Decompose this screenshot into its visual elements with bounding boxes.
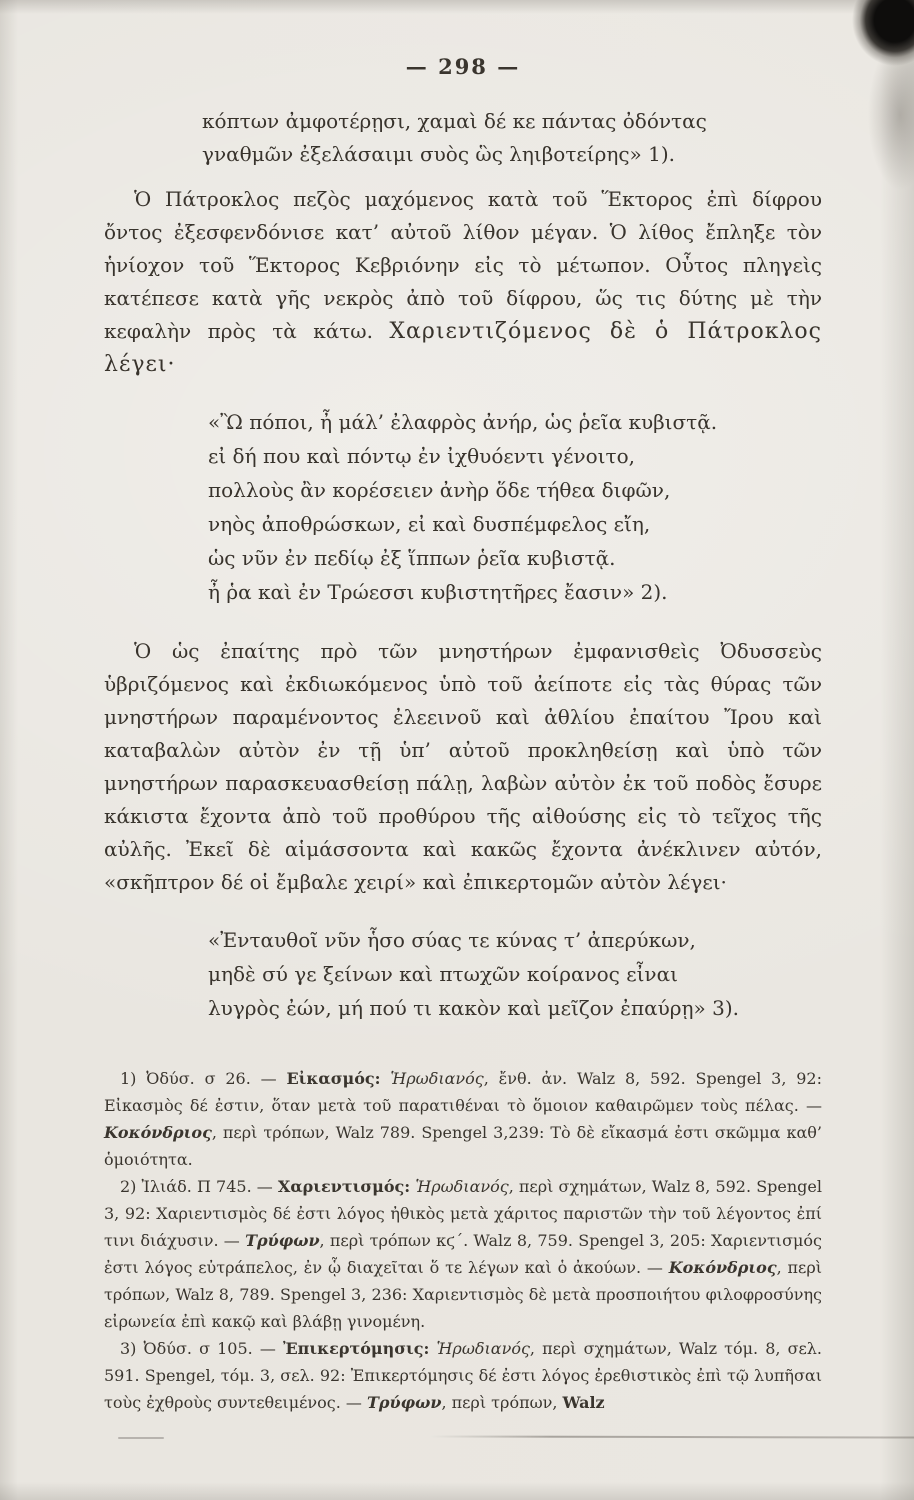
text-segment: , περὶ τρόπων κϛ´. Walz 8, 759. Spengel 3, 205: Χαριεντισμός ἐστι λόγος εὐτράπελος, ἐν ᾧ διαχεῖται ὅ τε λέγων καὶ ὁ ἀκούων. — — [104, 1231, 822, 1277]
verse-line: γναθμῶν ἐξελάσαιμι συὸς ὣς ληιβοτείρης» 1). — [202, 142, 676, 166]
text-segment: Walz — [562, 1393, 605, 1412]
footnote-1 — [104, 1065, 822, 1173]
paragraph-patroclus — [104, 183, 822, 381]
text-segment — [381, 1069, 391, 1088]
text-segment: Τρύφων — [366, 1393, 442, 1412]
scan-fold-line — [430, 1435, 914, 1438]
paragraph-odysseus — [104, 635, 822, 899]
page-text-block — [104, 54, 822, 1416]
verse-line: ὡς νῦν ἐν πεδίῳ ἐξ ἵππων ῥεῖα κυβιστᾷ. — [208, 546, 616, 570]
footnote-3 — [104, 1335, 822, 1416]
text-segment: , ἔνθ. ἀν. Walz 8, 592. Spengel 3, 92: Εἰκασμὸς δέ ἐστιν, ὅταν μετὰ τοῦ παρατιθέναι τὸ ὅμοιον καθαιρῶμεν τοὺς πέλας. — — [104, 1069, 822, 1115]
footnotes-section — [104, 1065, 822, 1416]
text-segment: Κοκόνδριος — [668, 1258, 777, 1277]
verse-quote-iliad-cybista — [208, 405, 822, 609]
text-segment: , περὶ σχημάτων, Walz 8, 592. Spengel 3, 92: Χαριεντισμὸς δέ ἐστι λόγος ἠθικὸς μετὰ χάριτος παριστῶν τὴν τοῦ λέγοντος ἐπί τινι διάχυσιν. — — [104, 1177, 822, 1250]
verse-line: ἦ ῥα καὶ ἐν Τρώεσσι κυβιστητῆρες ἔασιν» 2). — [208, 580, 668, 604]
text-segment: , περὶ σχημάτων, Walz τόμ. 8, σελ. 591. Spengel, τόμ. 3, σελ. 92: Ἐπικερτόμησις δέ ἐστι λόγος ἐρεθιστικὸς ἐπὶ τῷ λυπῆσαι τοὺς ἐχθροὺς συντεθειμένος. — — [104, 1339, 823, 1412]
text-segment: Ὁ Πάτροκλος πεζὸς μαχόμενος κατὰ τοῦ Ἕκτορος ἐπὶ δίφρου ὄντος ἐξεσφενδόνισε κατ’ αὐτοῦ λίθον μέγαν. Ὁ λίθος ἔπληξε τὸν ἡνίοχον τοῦ Ἕκτορος Κεβριόνην εἰς τὸ μέτωπον. Οὗτος πληγεὶς κατέπεσε κατὰ γῆς νεκρὸς ἀπὸ τοῦ δίφρου, ὥς τις δύτης μὲ τὴν κεφαλὴν πρὸς τὰ κάτω. — [104, 187, 822, 343]
text-segment: Εἰκασμός: — [286, 1069, 381, 1088]
text-segment: 3) Ὀδύσ. σ 105. — — [120, 1339, 283, 1358]
page-number: — 298 — — [405, 54, 521, 79]
text-segment: Ἡρωδιανός — [390, 1069, 484, 1088]
text-segment: Ἡρωδιανός — [436, 1339, 530, 1358]
text-segment: , περὶ τρόπων, — [441, 1393, 563, 1412]
text-segment: Ὁ ὡς ἐπαίτης πρὸ τῶν μνηστήρων ἐμφανισθεὶς Ὀδυσσεὺς ὑβριζόμενος καὶ ἐκδιωκόμενος ὑπὸ τοῦ ἀείποτε εἰς τὰς θύρας τῶν μνηστήρων παραμένοντος ἐλεεινοῦ καὶ ἀθλίου ἐπαίτου Ἴρου καὶ καταβαλὼν αὐτὸν ἐν τῇ ὑπ’ αὐτοῦ προκληθείσῃ καὶ ὑπὸ τῶν μνηστήρων παρασκευασθείσῃ πάλῃ, λαβὼν αὐτὸν ἐκ τοῦ ποδὸς ἔσυρε κάκιστα ἔχοντα ἀπὸ τοῦ προθύρου τῆς αἰθούσης εἰς τὸ τεῖχος τῆς αὐλῆς. Ἐκεῖ δὲ αἱμάσσοντα καὶ κακῶς ἔχοντα ἀνέκλινεν αὐτόν, «σκῆπτρον δέ οἱ ἔμβαλε χειρί» καὶ ἐπικερτομῶν αὐτὸν λέγει· — [104, 639, 822, 894]
verse-line: κόπτων ἀμφοτέρῃσι, χαμαὶ δέ κε πάντας ὀδόντας — [202, 109, 707, 133]
text-segment — [429, 1339, 436, 1358]
verse-line: εἰ δή που καὶ πόντῳ ἐν ἰχθυόεντι γένοιτο, — [208, 444, 635, 468]
text-segment: , περὶ τρόπων, Walz 8, 789. Spengel 3, 236: Χαριεντισμὸς δὲ μετὰ προσποιήτου φιλοφροσύνης εἰρωνεία ἐπὶ κακῷ καὶ βλάβῃ γινομένη. — [104, 1258, 822, 1331]
verse-line: πολλοὺς ἂν κορέσειεν ἀνὴρ ὅδε τήθεα διφῶν, — [208, 478, 671, 502]
scan-speck-bottom-left — [118, 1437, 164, 1439]
text-segment: Χαριεντιζόμενος δὲ ὁ Πάτροκλος λέγει· — [104, 319, 822, 377]
text-segment: Χαριεντισμός: — [277, 1177, 411, 1196]
verse-line: «Ἐνταυθοῖ νῦν ἧσο σύας τε κύνας τ’ ἀπερύκων, — [208, 928, 696, 952]
opening-verse-quote — [202, 105, 822, 171]
verse-quote-odyssey-entauthoi — [208, 923, 822, 1025]
verse-line: νηὸς ἀποθρώσκων, εἰ καὶ δυσπέμφελος εἴη, — [208, 512, 651, 536]
text-segment: Κοκόνδριος — [104, 1123, 212, 1142]
text-segment: Ἐπικερτόμησις: — [282, 1339, 430, 1358]
verse-line: μηδὲ σύ γε ξείνων καὶ πτωχῶν κοίρανος εἶναι — [208, 962, 678, 986]
text-segment: Τρύφων — [245, 1231, 320, 1250]
verse-line: λυγρὸς ἐών, μή πού τι κακὸν καὶ μεῖζον ἐπαύρῃ» 3). — [208, 996, 739, 1020]
text-segment: , περὶ τρόπων, Walz 789. Spengel 3,239: Τὸ δὲ εἴκασμά ἐστι σκῶμμα καθ’ ὁμοιότητα. — [104, 1123, 822, 1169]
text-segment: Ἡρωδιανός — [415, 1177, 509, 1196]
footnote-2 — [104, 1173, 822, 1335]
text-segment: 1) Ὀδύσ. σ 26. — — [120, 1069, 287, 1088]
text-segment: 2) Ἰλιάδ. Π 745. — — [120, 1177, 278, 1196]
verse-line: «Ὢ πόποι, ἦ μάλ’ ἐλαφρὸς ἀνήρ, ὡς ῥεῖα κυβιστᾷ. — [208, 410, 718, 434]
